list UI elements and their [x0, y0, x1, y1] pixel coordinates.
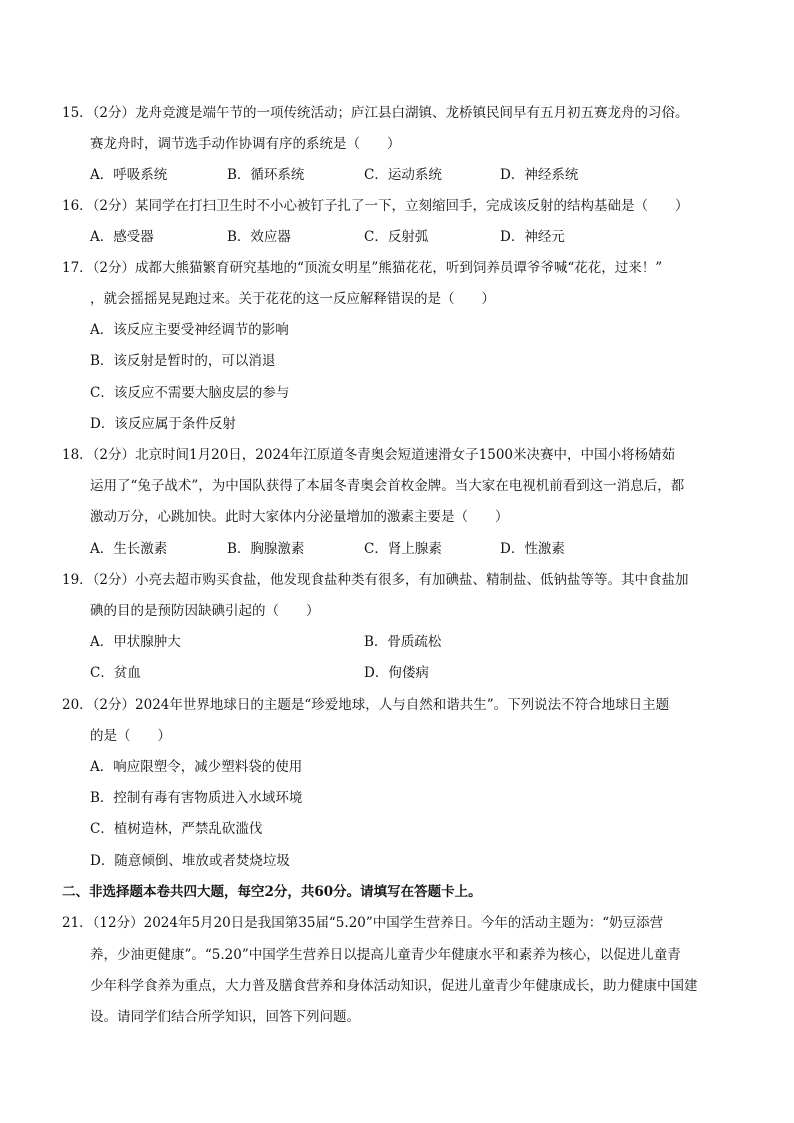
q20-stem-line-2: 的是（ ）: [90, 728, 171, 744]
q18-option-d: D．性激素: [500, 541, 565, 557]
q20-option-c: C．植树造林，严禁乱砍滥伐: [90, 821, 263, 837]
q17-option-c: C．该反应不需要大脑皮层的参与: [90, 385, 290, 401]
q18-option-b: B．胸腺激素: [227, 541, 305, 557]
q17-option-d: D．该反应属于条件反射: [90, 416, 236, 432]
q20-option-a: A．响应限塑令，减少塑料袋的使用: [90, 759, 303, 775]
q18-option-a: A．生长激素: [90, 541, 168, 557]
q21-stem-line-4: 设。请同学们结合所学知识，回答下列问题。: [90, 1009, 360, 1025]
q17-stem-line-1: 17．（2分）成都大熊猫繁育研究基地的“顶流女明星”熊猫花花，听到饲养员谭爷爷喊“花花，过来！”: [62, 260, 663, 276]
section-2-heading: 二、非选择题本卷共四大题，每空2分，共60分。请填写在答题卡上。: [62, 884, 482, 900]
q18-stem-line-1: 18．（2分）北京时间1月20日，2024年江原道冬青奥会短道速滑女子1500米决赛中，中国小将杨婧茹: [62, 447, 675, 463]
q17-stem-line-2: ，就会摇摇晃晃跑过来。关于花花的这一反应解释错误的是（ ）: [90, 291, 495, 307]
q21-stem-line-1: 21．（12分）2024年5月20日是我国第35届“5.20”中国学生营养日。今年的活动主题为：“奶豆添营: [62, 915, 664, 931]
q18-option-c: C．肾上腺素: [364, 541, 442, 557]
q19-stem-line-1: 19．（2分）小亮去超市购买食盐，他发现食盐种类有很多，有加碘盐、精制盐、低钠盐等等。其中食盐加: [62, 572, 689, 588]
q19-stem-line-2: 碘的目的是预防因缺碘引起的（ ）: [90, 603, 320, 619]
q19-option-d: D．佝偻病: [364, 665, 429, 681]
q19-option-c: C．贫血: [90, 665, 141, 681]
q16-option-a: A．感受器: [90, 229, 154, 245]
q20-option-b: B．控制有毒有害物质进入水域环境: [90, 790, 303, 806]
q20-stem-line-1: 20．（2分）2024年世界地球日的主题是“珍爱地球，人与自然和谐共生”。下列说法不符合地球日主题: [62, 697, 670, 713]
q16-option-d: D．神经元: [500, 229, 565, 245]
q18-stem-line-3: 激动万分，心跳加快。此时大家体内分泌量增加的激素主要是（ ）: [90, 509, 509, 525]
q20-option-d: D．随意倾倒、堆放或者焚烧垃圾: [90, 853, 290, 869]
q15-stem-line-2: 赛龙舟时，调节选手动作协调有序的系统是（ ）: [90, 136, 401, 152]
q21-stem-line-3: 少年科学食养为重点，大力普及膳食营养和身体活动知识，促进儿童青少年健康成长，助力健康中国建: [90, 978, 698, 994]
q16-stem-line-1: 16．（2分）某同学在打扫卫生时不小心被钉子扎了一下，立刻缩回手，完成该反射的结构基础是（ ）: [62, 198, 689, 214]
q16-option-b: B．效应器: [227, 229, 291, 245]
q16-option-c: C．反射弧: [364, 229, 429, 245]
q15-option-a: A．呼吸系统: [90, 167, 168, 183]
q15-option-d: D．神经系统: [500, 167, 579, 183]
q17-option-a: A．该反应主要受神经调节的影响: [90, 322, 289, 338]
q15-option-c: C．运动系统: [364, 167, 442, 183]
q15-option-b: B．循环系统: [227, 167, 305, 183]
q21-stem-line-2: 养，少油更健康”。“5.20”中国学生营养日以提高儿童青少年健康水平和素养为核心，以促进儿童青: [90, 947, 681, 963]
q15-stem-line-1: 15．（2分）龙舟竞渡是端午节的一项传统活动；庐江县白湖镇、龙桥镇民间早有五月初五赛龙舟的习俗。: [62, 105, 689, 121]
q19-option-b: B．骨质疏松: [364, 634, 442, 650]
q19-option-a: A．甲状腺肿大: [90, 634, 181, 650]
q17-option-b: B．该反射是暂时的，可以消退: [90, 353, 276, 369]
q18-stem-line-2: 运用了“兔子战术”，为中国队获得了本届冬青奥会首枚金牌。当大家在电视机前看到这一消息后，都: [90, 478, 685, 494]
